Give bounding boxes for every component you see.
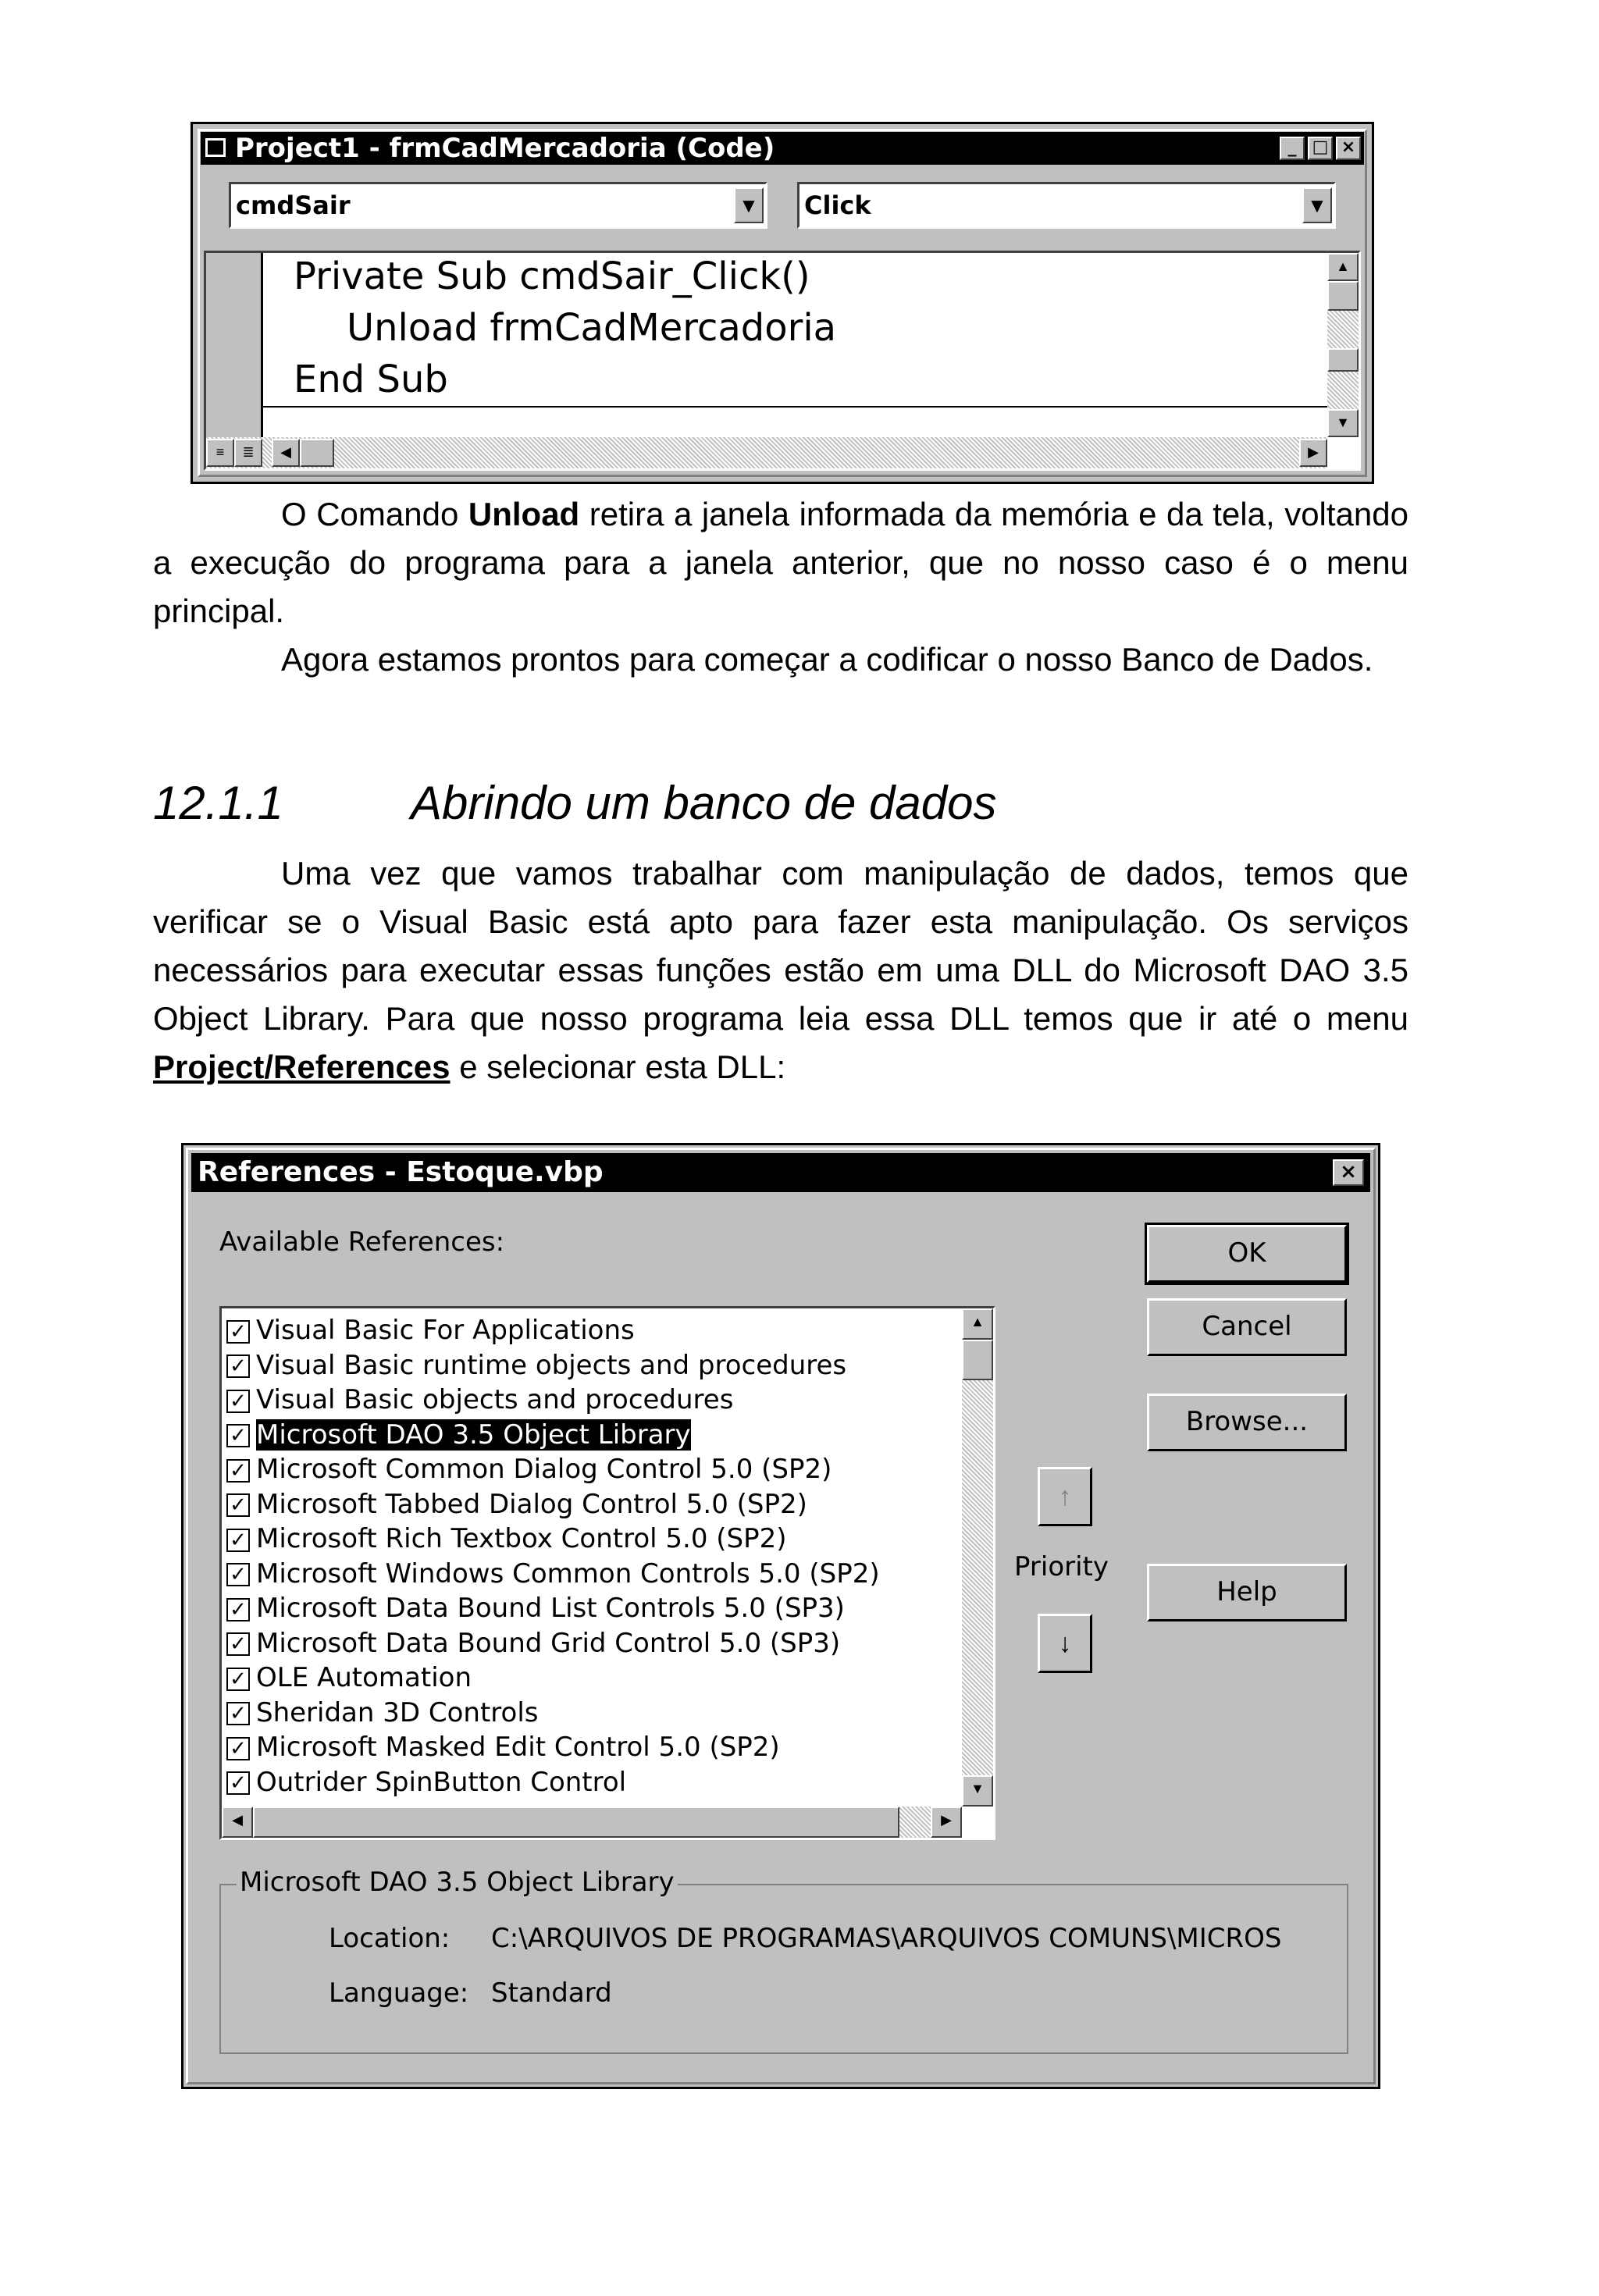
dialog-titlebar[interactable] <box>191 1153 1370 1192</box>
reference-name: Microsoft DAO 3.5 Object Library <box>256 1419 691 1451</box>
paragraph-text: O Comando <box>281 496 468 532</box>
references-dialog <box>181 1143 1380 2089</box>
code-line: End Sub <box>294 358 448 401</box>
reference-name: Microsoft Tabbed Dialog Control 5.0 (SP2) <box>256 1488 807 1520</box>
code-window-icon <box>205 138 226 157</box>
ok-button[interactable]: OK <box>1147 1225 1347 1283</box>
reference-name: OLE Automation <box>256 1662 472 1693</box>
scroll-left-icon[interactable]: ◀ <box>272 439 300 467</box>
bold-term: Unload <box>468 496 580 532</box>
reference-checkbox[interactable]: ✓ <box>226 1598 250 1621</box>
code-line: Private Sub cmdSair_Click() <box>294 255 810 298</box>
menu-path: Project/References <box>153 1048 450 1085</box>
priority-label: Priority <box>1014 1551 1109 1582</box>
scroll-left-icon[interactable]: ◀ <box>222 1807 253 1838</box>
scroll-down-icon[interactable]: ▼ <box>1327 409 1359 437</box>
scroll-up-icon[interactable]: ▲ <box>1327 253 1359 281</box>
scroll-right-icon[interactable]: ▶ <box>1299 439 1327 467</box>
code-window-title: Project1 - frmCadMercadoria (Code) <box>235 133 775 164</box>
chevron-down-icon[interactable]: ▼ <box>734 187 764 223</box>
scroll-up-icon[interactable]: ▲ <box>962 1308 993 1340</box>
reference-checkbox[interactable]: ✓ <box>226 1459 250 1483</box>
code-editor[interactable] <box>204 251 1361 471</box>
reference-checkbox[interactable]: ✓ <box>226 1320 250 1344</box>
reference-checkbox[interactable]: ✓ <box>226 1354 250 1378</box>
location-label: Location: <box>329 1923 450 1954</box>
section-number: 12.1.1 <box>153 777 283 829</box>
body-text-1 <box>153 490 1408 684</box>
cancel-button[interactable]: Cancel <box>1147 1298 1347 1356</box>
dialog-title: References - Estoque.vbp <box>198 1156 604 1188</box>
reference-item[interactable] <box>226 1383 733 1417</box>
reference-name: Microsoft Masked Edit Control 5.0 (SP2) <box>256 1732 780 1763</box>
reference-name: Microsoft Windows Common Controls 5.0 (SP2) <box>256 1557 880 1589</box>
help-button[interactable]: Help <box>1147 1564 1347 1621</box>
references-list[interactable] <box>219 1306 995 1840</box>
reference-name: Outrider SpinButton Control <box>256 1766 627 1798</box>
chevron-down-icon[interactable]: ▼ <box>1302 187 1332 223</box>
body-text-2 <box>153 849 1408 1091</box>
reference-item[interactable] <box>226 1348 846 1383</box>
reference-checkbox[interactable]: ✓ <box>226 1632 250 1656</box>
reference-checkbox[interactable]: ✓ <box>226 1737 250 1760</box>
details-group-title: Microsoft DAO 3.5 Object Library <box>237 1867 678 1898</box>
close-button[interactable]: × <box>1336 137 1361 160</box>
reference-item[interactable] <box>226 1487 807 1522</box>
priority-down-icon[interactable]: ↓ <box>1038 1614 1092 1673</box>
priority-up-icon[interactable]: ↑ <box>1038 1467 1092 1526</box>
minimize-button[interactable]: _ <box>1280 137 1305 160</box>
code-line: Unload frmCadMercadoria <box>347 306 837 350</box>
paragraph-unload <box>153 490 1408 635</box>
procedure-separator <box>261 406 1327 408</box>
paragraph-text: Uma vez que vamos trabalhar com manipulação de dados, temos que verificar se o Visual Basic está apto para fazer esta manipulação. Os serviços necessários para executar essas funções estão em uma DLL do Microsoft DAO 3.5 Object Library. Para que nosso programa leia essa DLL temos que ir até o menu <box>153 855 1408 1037</box>
split-bar[interactable] <box>1327 348 1359 372</box>
language-value: Standard <box>491 1977 612 2009</box>
reference-checkbox[interactable]: ✓ <box>226 1493 250 1517</box>
reference-checkbox[interactable]: ✓ <box>226 1668 250 1691</box>
procedure-combo[interactable] <box>797 182 1336 229</box>
horizontal-scrollbar[interactable] <box>206 437 1327 468</box>
reference-item[interactable] <box>226 1626 840 1661</box>
maximize-button[interactable]: □ <box>1308 137 1333 160</box>
reference-item[interactable] <box>226 1661 472 1695</box>
section-title: Abrindo um banco de dados <box>411 777 997 829</box>
available-references-label: Available References: <box>219 1226 505 1258</box>
paragraph-text: e selecionar esta DLL: <box>450 1048 786 1085</box>
scroll-thumb[interactable] <box>962 1340 993 1380</box>
vertical-scrollbar[interactable] <box>1327 253 1359 437</box>
procedure-combo-value: Click <box>804 190 871 220</box>
reference-item[interactable] <box>226 1696 538 1730</box>
reference-checkbox[interactable]: ✓ <box>226 1563 250 1586</box>
reference-name: Microsoft Data Bound List Controls 5.0 (SP3) <box>256 1593 845 1624</box>
reference-item[interactable] <box>226 1313 635 1347</box>
scroll-thumb[interactable] <box>1327 281 1359 311</box>
reference-checkbox[interactable]: ✓ <box>226 1424 250 1447</box>
paragraph-text: retira a janela informada da memória e da tela, voltando a execução do programa para a janela anterior, que no nosso caso é o menu principal. <box>153 496 1408 629</box>
reference-item[interactable] <box>226 1765 626 1799</box>
reference-name: Visual Basic For Applications <box>256 1315 635 1346</box>
list-horizontal-scrollbar[interactable] <box>222 1807 962 1838</box>
reference-checkbox[interactable]: ✓ <box>226 1390 250 1413</box>
reference-name: Microsoft Data Bound Grid Control 5.0 (SP3) <box>256 1627 841 1659</box>
reference-item[interactable] <box>226 1522 787 1556</box>
code-margin <box>206 253 263 437</box>
paragraph-ready: Agora estamos prontos para começar a codificar o nosso Banco de Dados. <box>281 641 1373 678</box>
full-module-view-icon[interactable]: ≣ <box>234 439 262 467</box>
reference-checkbox[interactable]: ✓ <box>226 1771 250 1795</box>
reference-checkbox[interactable]: ✓ <box>226 1702 250 1725</box>
browse-button[interactable]: Browse... <box>1147 1394 1347 1451</box>
reference-details-group <box>219 1867 1348 2054</box>
reference-item[interactable] <box>226 1557 880 1591</box>
reference-checkbox[interactable]: ✓ <box>226 1529 250 1552</box>
hscroll-thumb[interactable] <box>300 439 334 467</box>
reference-item[interactable] <box>226 1452 832 1486</box>
code-window <box>191 122 1374 484</box>
object-combo[interactable] <box>229 182 767 229</box>
reference-name: Microsoft Rich Textbox Control 5.0 (SP2) <box>256 1523 787 1554</box>
hscroll-thumb[interactable] <box>253 1807 899 1838</box>
location-value: C:\ARQUIVOS DE PROGRAMAS\ARQUIVOS COMUNS\MICROS <box>491 1923 1282 1954</box>
reference-name: Sheridan 3D Controls <box>256 1696 539 1728</box>
reference-name: Microsoft Common Dialog Control 5.0 (SP2) <box>256 1454 832 1485</box>
language-label: Language: <box>329 1977 469 2009</box>
reference-item[interactable] <box>226 1730 780 1764</box>
object-combo-value: cmdSair <box>236 190 351 220</box>
procedure-view-icon[interactable]: ≡ <box>206 439 234 467</box>
reference-item[interactable] <box>226 1418 691 1452</box>
reference-name: Visual Basic runtime objects and procedures <box>256 1349 847 1381</box>
section-heading <box>153 776 997 830</box>
scroll-down-icon[interactable]: ▼ <box>962 1775 993 1807</box>
reference-item[interactable] <box>226 1591 845 1625</box>
list-vertical-scrollbar[interactable] <box>962 1308 993 1807</box>
scroll-right-icon[interactable]: ▶ <box>931 1807 962 1838</box>
close-button[interactable]: × <box>1333 1159 1364 1186</box>
reference-name: Visual Basic objects and procedures <box>256 1384 734 1415</box>
code-window-titlebar[interactable] <box>201 132 1364 165</box>
paragraph-dao <box>153 849 1408 1091</box>
